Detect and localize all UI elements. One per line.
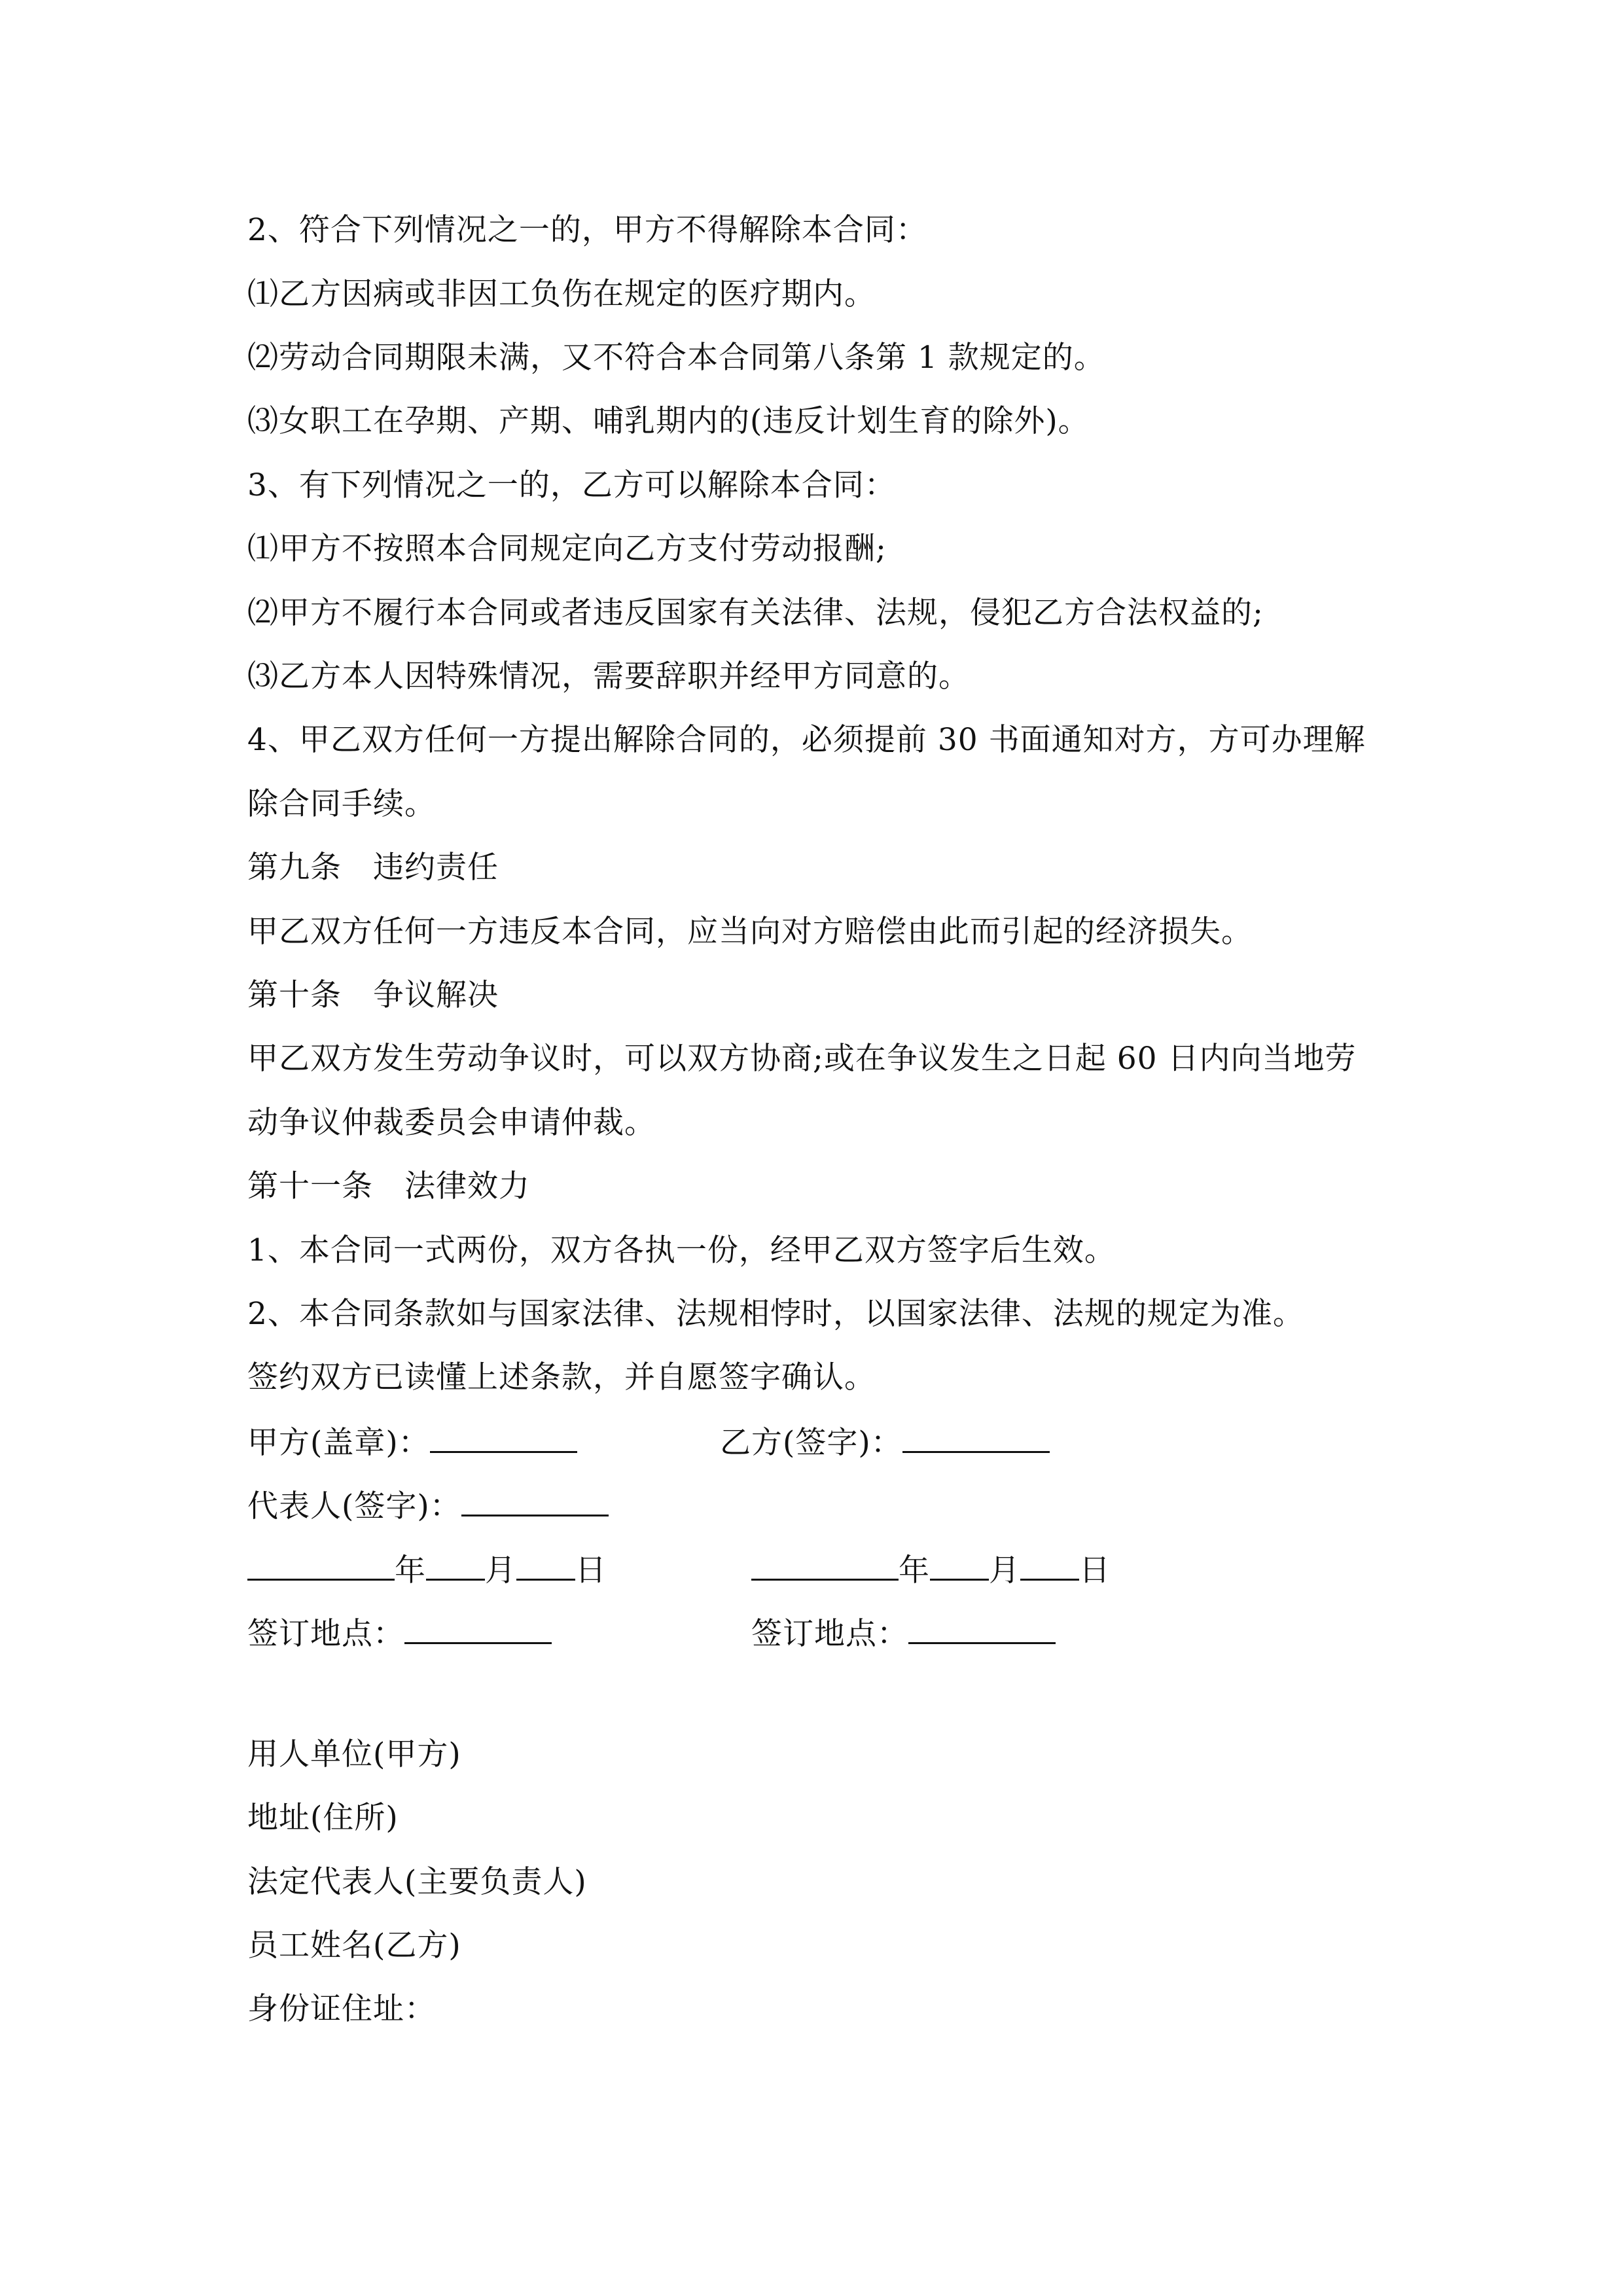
signing-place-a-label: 签订地点：	[247, 1616, 404, 1652]
date-b-year-blank[interactable]	[751, 1550, 899, 1581]
clause-8-item-2-1: ⑴乙方因病或非因工负伤在规定的医疗期内。	[247, 276, 876, 312]
clause-11-item-1: 1、本合同一式两份，双方各执一份，经甲乙双方签字后生效。	[247, 1232, 1116, 1268]
employer-label: 用人单位(甲方)	[247, 1736, 461, 1772]
party-b-sign-row	[720, 1422, 1050, 1463]
date-row-a	[247, 1550, 607, 1590]
date-b-month-blank[interactable]	[930, 1550, 989, 1581]
party-a-seal-label: 甲方(盖章)：	[247, 1425, 430, 1461]
signing-place-row-b	[751, 1613, 1056, 1654]
party-a-seal-blank[interactable]	[430, 1422, 577, 1453]
date-row-b	[751, 1550, 1111, 1590]
date-a-month-blank[interactable]	[426, 1550, 485, 1581]
party-a-seal-row	[247, 1422, 577, 1463]
signing-place-b-blank[interactable]	[908, 1613, 1056, 1644]
date-a-year-label: 年	[395, 1552, 426, 1588]
signing-place-row-a	[247, 1613, 552, 1654]
clause-8-item-4: 4、甲乙双方任何一方提出解除合同的，必须提前 30 书面通知对方，方可办理解	[247, 722, 1366, 758]
date-b-year-label: 年	[899, 1552, 930, 1588]
date-a-day-blank[interactable]	[516, 1550, 575, 1581]
signing-place-a-blank[interactable]	[404, 1613, 552, 1644]
legal-representative-label: 法定代表人(主要负责人)	[247, 1864, 587, 1900]
clause-8-item-4-cont: 除合同手续。	[247, 786, 436, 822]
clause-8-item-2-2: ⑵劳动合同期限未满，又不符合本合同第八条第 1 款规定的。	[247, 340, 1105, 376]
clause-8-item-3-2: ⑵甲方不履行本合同或者违反国家有关法律、法规，侵犯乙方合法权益的;	[247, 595, 1264, 631]
clause-10-heading: 第十条 争议解决	[247, 977, 499, 1013]
date-a-year-blank[interactable]	[247, 1550, 395, 1581]
party-b-sign-blank[interactable]	[902, 1422, 1050, 1453]
clause-8-item-2-3: ⑶女职工在孕期、产期、哺乳期内的(违反计划生育的除外)。	[247, 403, 1090, 439]
representative-label: 代表人(签字)：	[247, 1488, 461, 1524]
clause-10-text-cont: 动争议仲裁委员会申请仲裁。	[247, 1105, 656, 1141]
address-label: 地址(住所)	[247, 1800, 399, 1836]
employee-name-label: 员工姓名(乙方)	[247, 1928, 461, 1964]
date-a-day-label: 日	[575, 1552, 607, 1588]
date-b-month-label: 月	[989, 1552, 1020, 1588]
clause-10-text: 甲乙双方发生劳动争议时，可以双方协商;或在争议发生之日起 60 日内向当地劳	[247, 1041, 1357, 1077]
date-b-day-blank[interactable]	[1020, 1550, 1079, 1581]
id-address-label: 身份证住址：	[247, 1991, 436, 2027]
confirmation-statement: 签约双方已读懂上述条款，并自愿签字确认。	[247, 1359, 876, 1395]
representative-blank[interactable]	[461, 1486, 609, 1516]
signing-place-b-label: 签订地点：	[751, 1616, 908, 1652]
clause-11-heading: 第十一条 法律效力	[247, 1168, 530, 1204]
clause-8-item-3-1: ⑴甲方不按照本合同规定向乙方支付劳动报酬;	[247, 531, 887, 567]
representative-row	[247, 1486, 609, 1526]
clause-8-item-3-3: ⑶乙方本人因特殊情况，需要辞职并经甲方同意的。	[247, 658, 970, 694]
clause-8-item-2: 2、符合下列情况之一的，甲方不得解除本合同：	[247, 212, 927, 248]
date-b-day-label: 日	[1079, 1552, 1111, 1588]
clause-9-text: 甲乙双方任何一方违反本合同，应当向对方赔偿由此而引起的经济损失。	[247, 914, 1253, 950]
clause-9-heading: 第九条 违约责任	[247, 850, 499, 886]
clause-8-item-3: 3、有下列情况之一的，乙方可以解除本合同：	[247, 467, 896, 503]
date-a-month-label: 月	[485, 1552, 516, 1588]
party-b-sign-label: 乙方(签字)：	[720, 1425, 902, 1461]
clause-11-item-2: 2、本合同条款如与国家法律、法规相悖时，以国家法律、法规的规定为准。	[247, 1296, 1304, 1332]
